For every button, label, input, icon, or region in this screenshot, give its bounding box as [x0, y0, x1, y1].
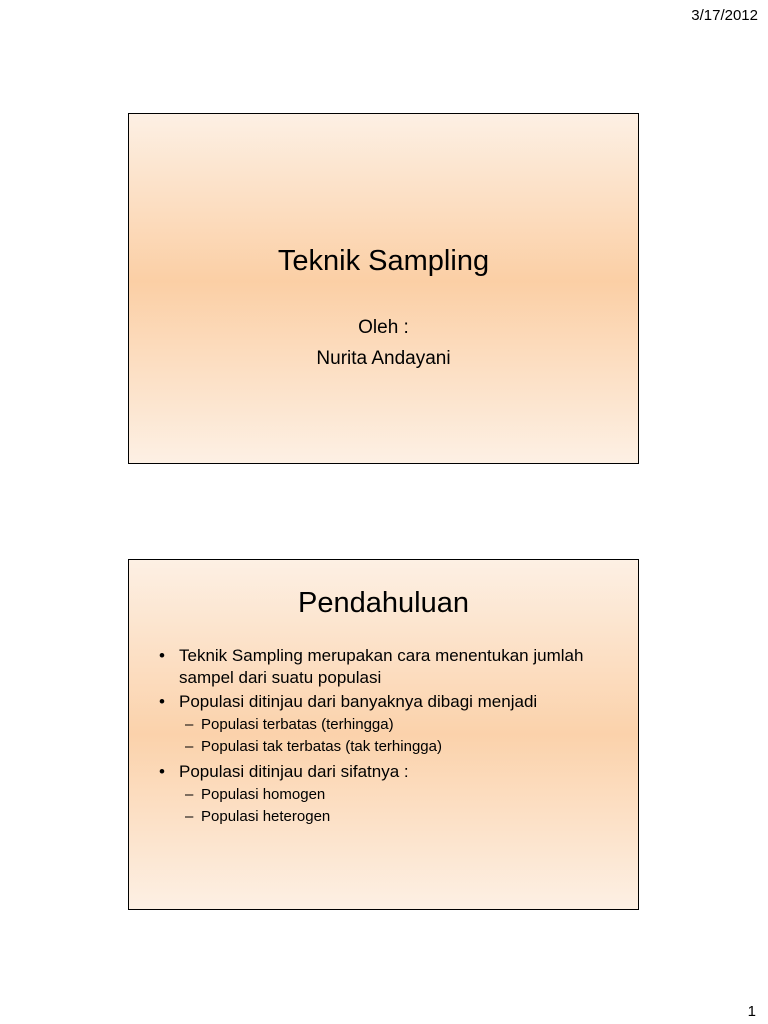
slide-introduction-heading: Pendahuluan: [298, 587, 469, 619]
bullet-mark: •: [159, 692, 165, 711]
page-date: 3/17/2012: [691, 7, 758, 24]
slide-subtitle-by: Oleh :: [358, 317, 409, 338]
page-number: 1: [747, 1003, 756, 1020]
sub-bullet-item: [179, 784, 620, 806]
sub-bullet-item: [179, 806, 620, 828]
sub-bullet-text: Populasi tak terbatas (tak terhingga): [201, 738, 442, 755]
sub-bullet-list: [179, 714, 620, 758]
bullet-item: [155, 645, 620, 689]
slide-subtitle-author: Nurita Andayani: [316, 348, 451, 369]
sub-bullet-list: [179, 784, 620, 828]
dash-mark: –: [185, 716, 194, 733]
bullet-mark: •: [159, 762, 165, 781]
bullet-text: Teknik Sampling merupakan cara menentukan jumlah sampel dari suatu populasi: [179, 646, 584, 687]
bullet-mark: •: [159, 646, 165, 665]
sub-bullet-text: Populasi homogen: [201, 786, 326, 803]
bullet-item: [155, 761, 620, 828]
dash-mark: –: [185, 786, 194, 803]
dash-mark: –: [185, 808, 194, 825]
bullet-text: Populasi ditinjau dari sifatnya :: [179, 762, 409, 781]
bullet-list: [155, 645, 620, 831]
slide-title: [128, 113, 639, 464]
bullet-text: Populasi ditinjau dari banyaknya dibagi menjadi: [179, 692, 538, 711]
slide-introduction: [128, 559, 639, 910]
sub-bullet-item: [179, 714, 620, 736]
sub-bullet-item: [179, 736, 620, 758]
bullet-item: [155, 691, 620, 758]
sub-bullet-text: Populasi terbatas (terhingga): [201, 716, 394, 733]
slide-title-heading: Teknik Sampling: [277, 245, 490, 277]
dash-mark: –: [185, 738, 194, 755]
sub-bullet-text: Populasi heterogen: [201, 808, 331, 825]
